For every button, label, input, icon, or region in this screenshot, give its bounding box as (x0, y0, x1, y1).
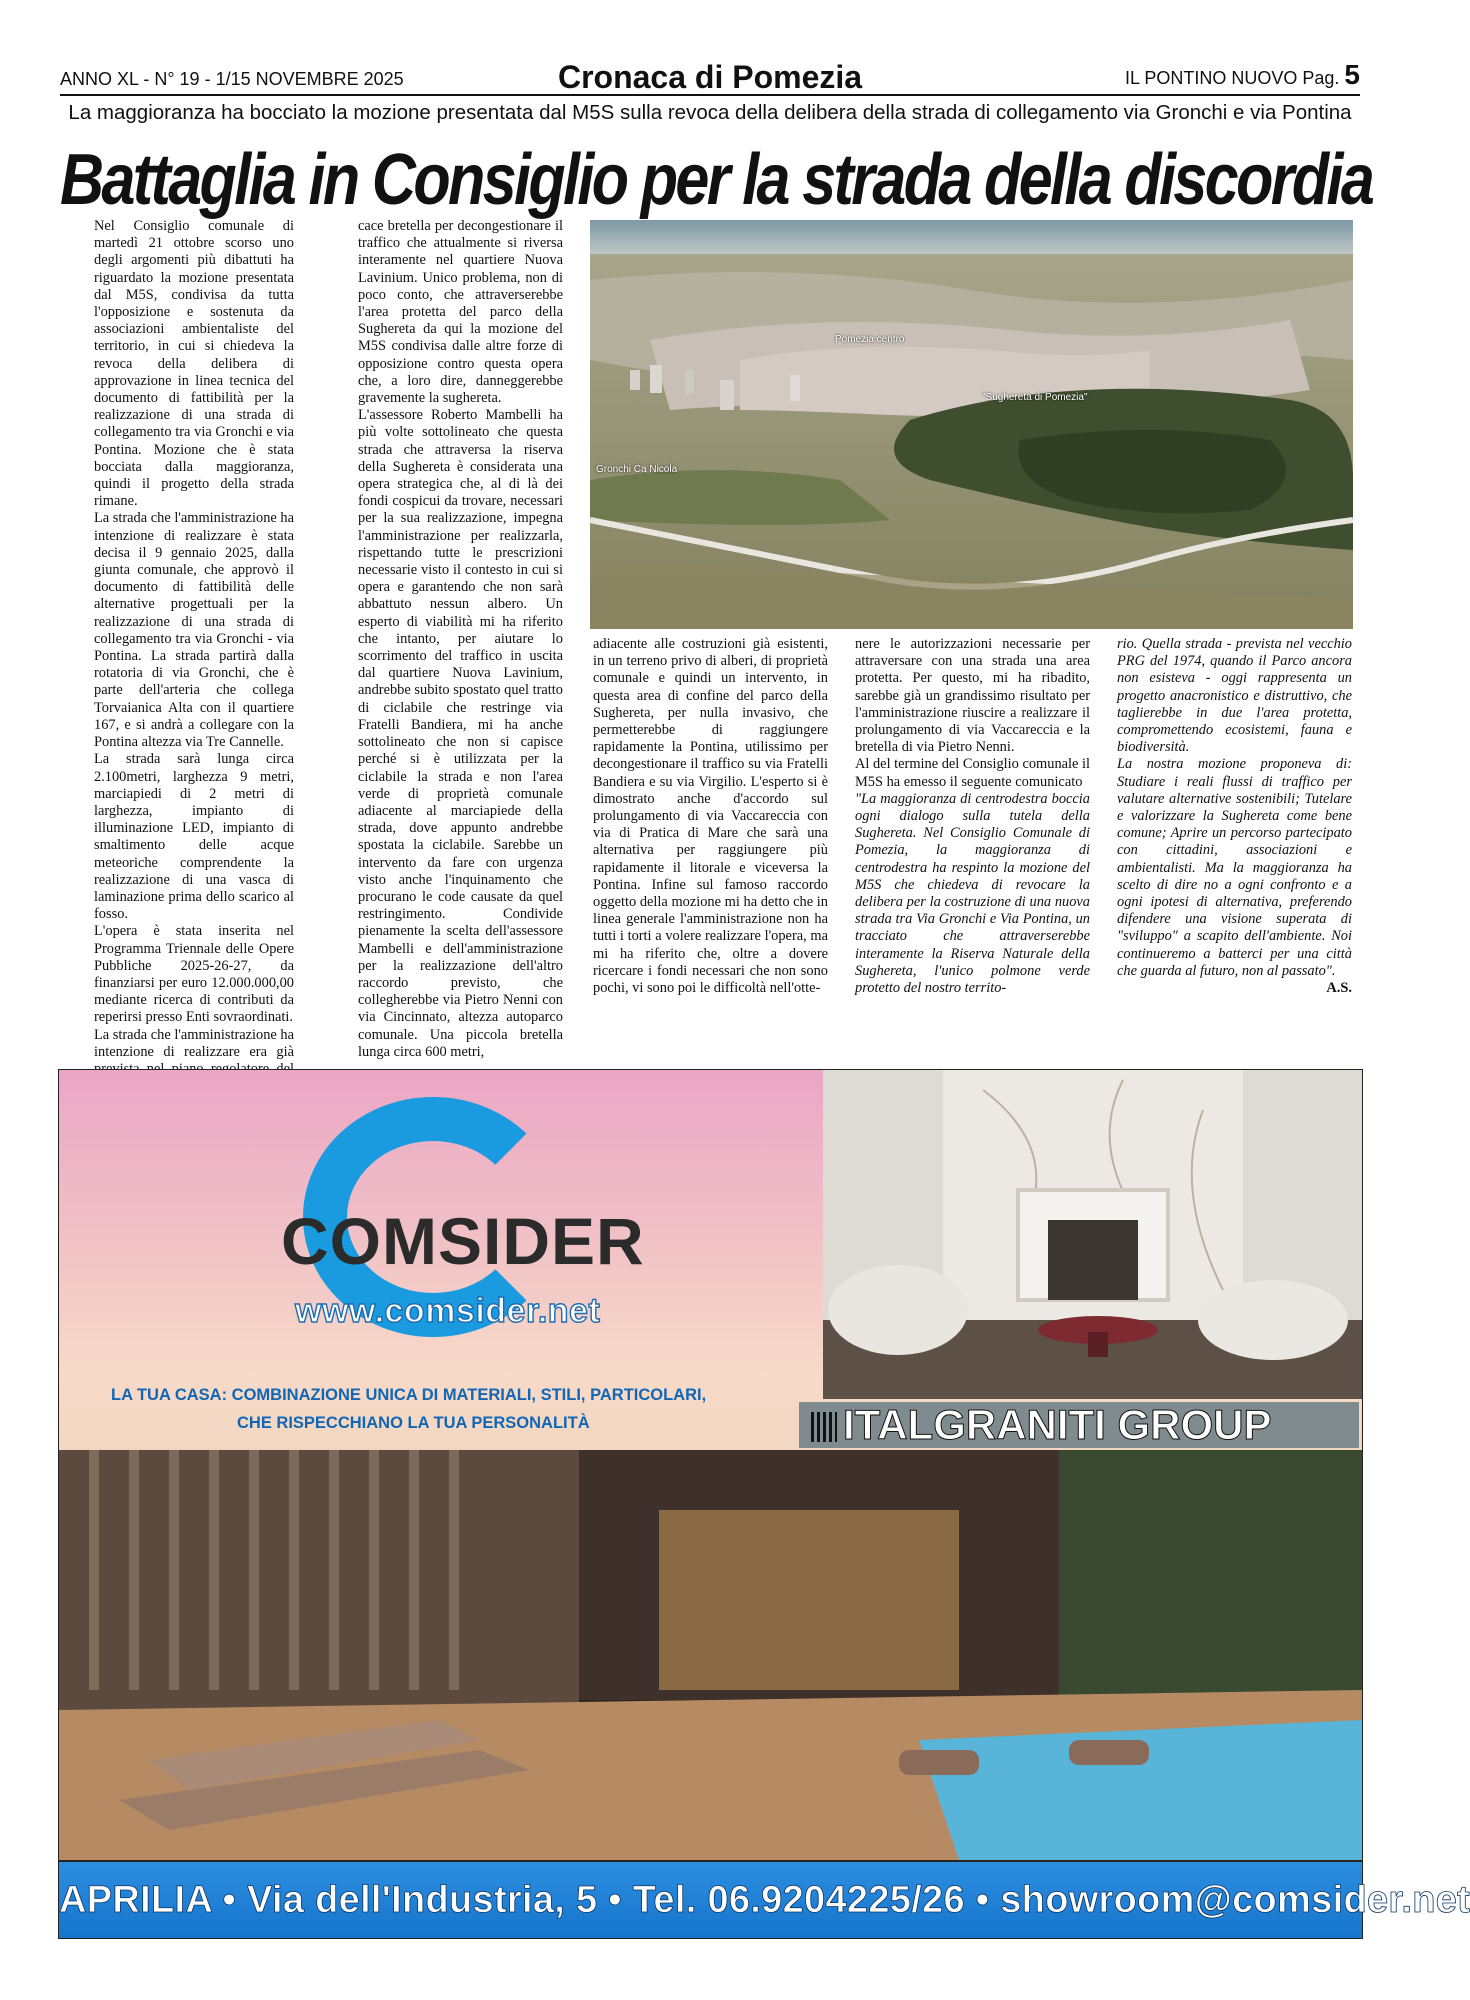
page-number: 5 (1344, 59, 1360, 90)
article-column-1 (94, 218, 294, 1060)
paragraph: La nostra mozione proponeva di: Studiare i reali flussi di traffico per valutare alternative sostenibili; Tutelare e valorizzare la Sughereta come bene comune; Aprire un percorso partecipato con cittadini, associazioni e ambientalisti. Ma la maggioranza ha scelto di dire no a ogni confronto e a ogni ipotesi di alternativa, preferendo difendere una visione superata di "sviluppo" a scapito dell'ambiente. Noi continueremo a batterci per una città che guarda al futuro, non al passato". (1117, 756, 1352, 979)
photo-label-town: Pomezia centro (835, 334, 905, 345)
article-column-4 (855, 636, 1090, 1052)
ad-group-banner (799, 1402, 1359, 1448)
ad-brand-name: COMSIDER (281, 1204, 645, 1278)
paragraph: L'opera è stata inserita nel Programma Triennale delle Opere Pubbliche 2025-26-27, da finanziarsi per euro 12.000.000,00 mediante ricerca di contributi da reperirsi presso Enti sovraordinati. (94, 923, 294, 1026)
aerial-photo-art (590, 220, 1353, 629)
article-kicker: La maggioranza ha bocciato la mozione presentata dal M5S sulla revoca della delibera della strada di collegamento via Gronchi e via Pontina (68, 101, 1352, 124)
section-title: Cronaca di Pomezia (557, 59, 863, 95)
paragraph: nere le autorizzazioni necessarie per attraversare con una strada una area protetta. Per questo, mi ha ribadito, sarebbe già un grandissimo risultato per l'amministrazione riuscire a realizzare il prolungamento di via Vaccareccia e la bretella di via Pietro Nenni. (855, 636, 1090, 756)
press-release-quote: "La maggioranza di centrodestra boccia ogni dialogo sulla tutela della Sughereta. Nel Consiglio Comunale di Pomezia, la maggioranza di centrodestra ha respinto la mozione del M5S che chiedeva di revocare la delibera per la costruzione di una nuova strada tra Via Gronchi e Via Pontina, un tracciato che attraverserebbe interamente la Riserva Naturale della Sughereta, l'unico polmone verde protetto del nostro territo- (855, 790, 1090, 997)
author-signature: A.S. (1326, 980, 1352, 997)
article-column-5 (1117, 636, 1352, 1052)
terrace-art (59, 1450, 1362, 1860)
ad-contact-footer: APRILIA • Via dell'Industria, 5 • Tel. 06.9204225/26 • showroom@comsider.net (59, 1862, 1362, 1938)
paragraph: La strada che l'amministrazione ha intenzione di realizzare è stata decisa il 9 gennaio 2025, dalla giunta comunale, che approvò il documento di fattibilità delle alternative progettuali per la realizzazione di una strada di collegamento tra via Gronchi - via Pontina. La strada partirà dalla rotatoria di via Gronchi, che è parte dell'arteria che collega Torvaianica Alta con il quartiere 167, e si andrà a collegare con la Pontina altezza via Tre Cannelle. (94, 510, 294, 751)
photo-label-park: "Sughereta di Pomezia" (982, 392, 1088, 403)
paper-label: IL PONTINO NUOVO Pag. (1125, 68, 1340, 88)
issue-info: ANNO XL - N° 19 - 1/15 NOVEMBRE 2025 (60, 69, 404, 89)
living-room-art (823, 1070, 1362, 1399)
comsider-advertisement (58, 1069, 1470, 1939)
photo-label-road: Gronchi Ca Nicola (596, 464, 678, 475)
paragraph: L'assessore Roberto Mambelli ha più volte sottolineato che questa strada che attraversa la riserva della Sughereta è considerata una opera strategica che, al di là dei fondi cospicui da trovare, necessari per la sua realizzazione, impegna l'amministrazione per realizzarla, rispettando tutte le prescrizioni necessarie visto il contesto in cui si opera e garantendo che non sarà abbattuto nessun albero. Un esperto di viabilità mi ha riferito che intanto, per aiutare lo scorrimento del traffico in uscita dal quartiere Nuova Lavinium, andrebbe subito spostato quel tratto di ciclabile che restringe via Fratelli Bandiera, mi ha anche sottolineato che non si capisce perché si è utilizzata per la ciclabile la strada e non l'area verde di proprietà comunale adiacente al marciapiede della strada, dove appunto andrebbe spostata la ciclabile. Sarebbe un intervento da fare con urgenza visto anche l'inquinamento che procurano le code causate da quel restringimento. Condivide pienamente la scelta dell'assessore Mambelli e dell'amministrazione per la realizzazione dell'altro raccordo previsto, che collegherebbe via Pietro Nenni con via Cincinnato, altezza autoparco comunale. Una piccola bretella lunga circa 600 metri, (358, 407, 563, 1060)
paragraph: rio. Quella strada - prevista nel vecchio PRG del 1974, quando il Parco ancora non esisteva - oggi rappresenta un progetto anacronistico e distruttivo, che taglierebbe in due l'area protetta, compromettendo ecosistemi, fauna e biodiversità. (1117, 636, 1352, 756)
ad-tagline-1: LA TUA CASA: COMBINAZIONE UNICA DI MATERIALI, STILI, PARTICOLARI, (111, 1386, 707, 1404)
ad-group-name: ITALGRANITI GROUP (843, 1401, 1272, 1448)
ad-website: www.comsider.net (295, 1292, 601, 1330)
paragraph: Al del termine del Consiglio comunale il M5S ha emesso il seguente comunicato (855, 756, 1091, 790)
paragraph: La strada sarà lunga circa 2.100metri, larghezza 9 metri, marciapiedi di 2 metri di larghezza, impianto di illuminazione LED, impianto di smaltimento delle acque meteoriche comprendente la realizzazione di una vasca di laminazione prima dello scarico al fosso. (94, 751, 294, 923)
italgraniti-logo-icon (811, 1412, 837, 1442)
aerial-photo (590, 220, 1353, 629)
paragraph: cace bretella per decongestionare il traffico che attualmente si riversa interamente nel quartiere Nuova Lavinium. Unico problema, non di poco conto, che attraverserebbe l'area protetta del parco della Sughereta da qui la mozione del M5S condivisa dalle altre forze di opposizione contro questa opera che, a loro dire, danneggerebbe gravemente la sughereta. (358, 218, 563, 407)
ad-terrace-image (59, 1450, 1362, 1860)
ad-tagline-2: CHE RISPECCHIANO LA TUA PERSONALITÀ (237, 1414, 590, 1432)
article-headline: Battaglia in Consiglio per la strada della discordia (60, 139, 1373, 220)
page-header (60, 58, 1360, 96)
paragraph: Nel Consiglio comunale di martedì 21 ottobre scorso uno degli argomenti più dibattuti ha riguardato la mozione presentata dal M5S, condivisa da tutta l'opposizione e sostenuta da associazioni ambientaliste del territorio, in cui si chiedeva la revoca della delibera di approvazione in linea tecnica del documento di fattibilità per la realizzazione di una strada di collegamento tra via Gronchi e via Pontina. Mozione che è stata bocciata dalla maggioranza, quindi il progetto della strada rimane. (94, 218, 294, 510)
paragraph: La strada che l'amministrazione ha intenzione di realizzare era già (94, 1026, 294, 1060)
ad-living-room-image (823, 1070, 1362, 1399)
paper-name (1125, 59, 1360, 91)
paragraph: adiacente alle costruzioni già esistenti, in un terreno privo di alberi, di proprietà comunale e quindi un intervento, in questa area di confine del parco della Sughereta, per nulla invasivo, che permetterebbe di raggiungere rapidamente la Pontina, utilissimo per decongestionare il traffico su via Fratelli Bandiera e su via Virgilio. L'esperto si è dimostrato anche d'accordo sul prolungamento di via Vaccareccia con via di Pratica di Mare che sarà una alternativa per raggiungere più rapidamente il litorale e viceversa la Pontina. Infine sul famoso raccordo oggetto della mozione mi ha detto che in linea generale l'amministrazione non ha tutti i torti a volere realizzare l'opera, ma mi ha riferito che, oltre a dovere ricercare i fondi necessari che non sono pochi, vi sono poi le difficoltà nell'otte- (593, 636, 828, 997)
article-column-3 (593, 636, 828, 1052)
article-column-2 (358, 218, 563, 1060)
